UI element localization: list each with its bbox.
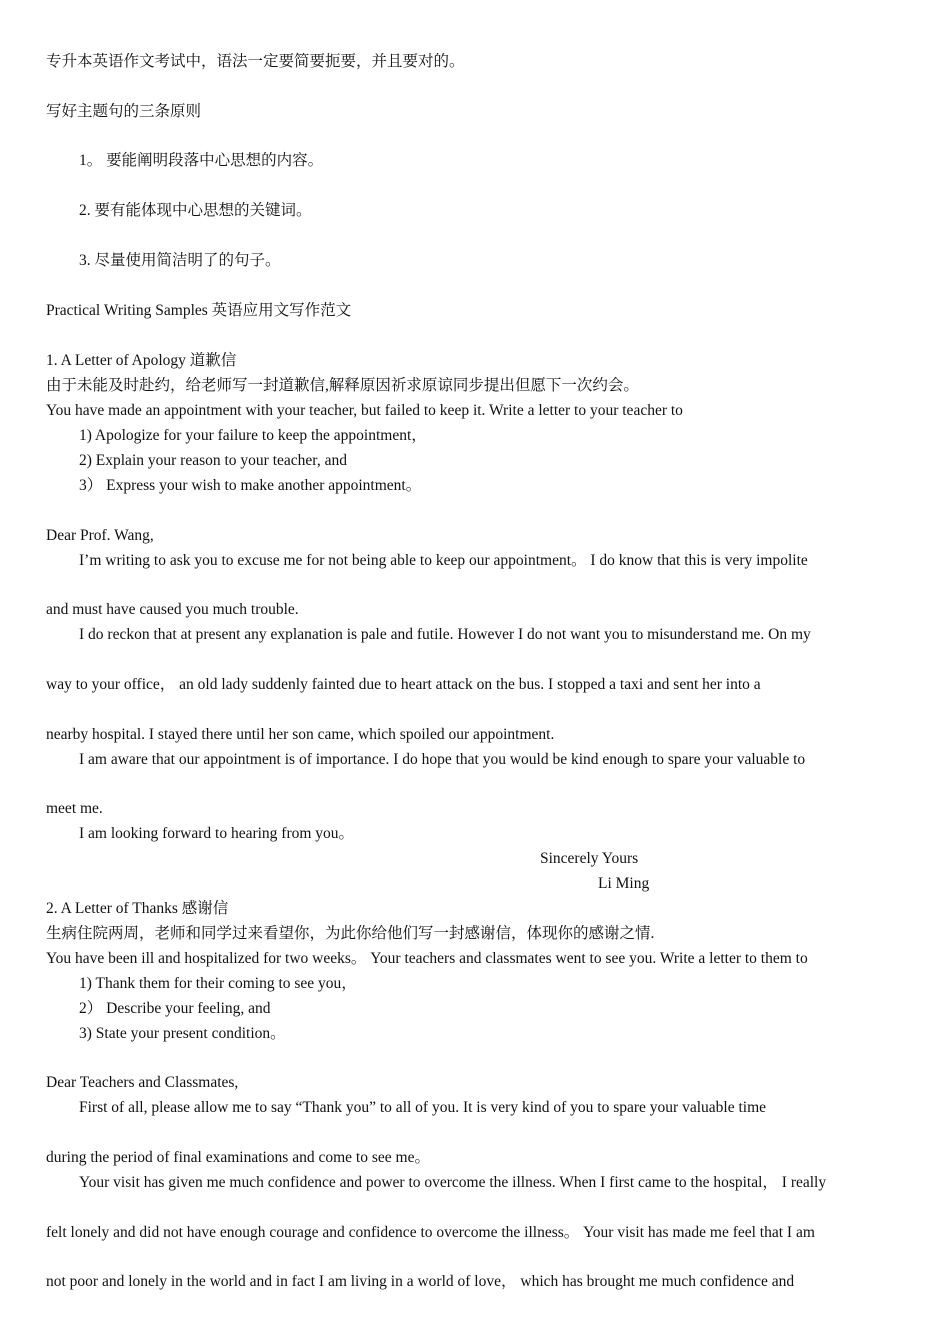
letter2-prompt: You have been ill and hospitalized for two weeks。 Your teachers and classmates went to see you. Write a letter to them to [46, 950, 808, 967]
letter2-point: 1) Thank them for their coming to see you， [79, 975, 357, 992]
letter2-heading: 2. A Letter of Thanks 感谢信 [46, 900, 229, 917]
letter2-point: 3) State your present condition。 [79, 1025, 286, 1042]
letter1-point: 3） Express your wish to make another appointment。 [79, 477, 422, 494]
intro-note: 专升本英语作文考试中，语法一定要简要扼要，并且要对的。 [46, 53, 465, 70]
letter2-point: 2） Describe your feeling, and [79, 1000, 271, 1017]
letter1-prompt: You have made an appointment with your teacher, but failed to keep it. Write a letter to your teacher to [46, 402, 683, 419]
letter1-signature: Li Ming [598, 875, 650, 892]
letter1-paragraph-line: I am looking forward to hearing from you。 [79, 825, 355, 842]
rule-item: 2. 要有能体现中心思想的关键词。 [79, 202, 312, 219]
letter1-paragraph-line: and must have caused you much trouble. [46, 601, 299, 618]
letter1-cn-description: 由于未能及时赴约，给老师写一封道歉信,解释原因祈求原谅同步提出但愿下一次约会。 [46, 377, 639, 394]
letter1-closing: Sincerely Yours [540, 850, 639, 867]
letter1-paragraph-line: I am aware that our appointment is of importance. I do hope that you would be kind enough to spare your valuable to [79, 751, 806, 768]
letter1-point: 2) Explain your reason to your teacher, and [79, 452, 347, 469]
letter1-paragraph-line: I do reckon that at present any explanation is pale and futile. However I do not want you to misunderstand me. On my [79, 626, 811, 643]
letter2-paragraph-line: First of all, please allow me to say “Thank you” to all of you. It is very kind of you to spare your valuable time [79, 1099, 767, 1116]
letter2-paragraph-line: during the period of final examinations and come to see me。 [46, 1149, 430, 1166]
letter2-paragraph-line: felt lonely and did not have enough courage and confidence to overcome the illness。 Your visit has made me feel that I am [46, 1224, 815, 1241]
letter2-cn-description: 生病住院两周，老师和同学过来看望你，为此你给他们写一封感谢信，体现你的感谢之情. [46, 925, 655, 942]
rule-item: 1。 要能阐明段落中心思想的内容。 [79, 152, 324, 169]
letter1-paragraph-line: way to your office， an old lady suddenly fainted due to heart attack on the bus. I stopped a taxi and sent her into a [46, 676, 761, 693]
rule-item: 3. 尽量使用简洁明了的句子。 [79, 252, 281, 269]
letter1-paragraph-line: I’m writing to ask you to excuse me for not being able to keep our appointment。 I do know that this is very impolite [79, 552, 808, 569]
section-title: Practical Writing Samples 英语应用文写作范文 [46, 302, 352, 319]
letter2-paragraph-line: not poor and lonely in the world and in fact I am living in a world of love， which has brought me much confidence and [46, 1273, 795, 1290]
letter2-paragraph-line: Your visit has given me much confidence and power to overcome the illness. When I first came to the hospital， I really [79, 1174, 827, 1191]
letter1-salutation: Dear Prof. Wang, [46, 527, 154, 544]
letter1-heading: 1. A Letter of Apology 道歉信 [46, 352, 237, 369]
letter1-paragraph-line: meet me. [46, 800, 103, 817]
letter1-point: 1) Apologize for your failure to keep the appointment， [79, 427, 427, 444]
letter2-salutation: Dear Teachers and Classmates, [46, 1074, 239, 1091]
letter1-paragraph-line: nearby hospital. I stayed there until her son came, which spoiled our appointment. [46, 726, 555, 743]
rules-title: 写好主题句的三条原则 [46, 103, 202, 120]
